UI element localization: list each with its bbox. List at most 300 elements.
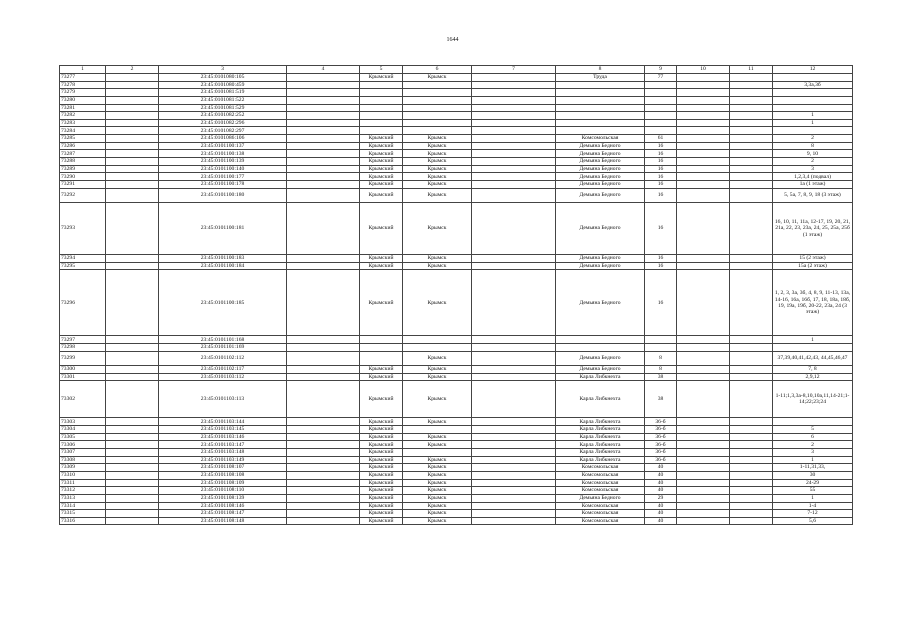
col-10-cell bbox=[677, 142, 730, 150]
city-cell: Крымск bbox=[403, 510, 472, 518]
cadastral-number-cell: 23:45:0101108:146 bbox=[159, 502, 287, 510]
col-4-cell bbox=[287, 142, 360, 150]
street-cell: Труда bbox=[556, 74, 645, 82]
house-number-cell: 36-б bbox=[645, 456, 677, 464]
cadastral-number-cell: 23:45:0101100:139 bbox=[159, 158, 287, 166]
table-row bbox=[60, 381, 853, 418]
house-number-cell bbox=[645, 89, 677, 97]
table-row bbox=[60, 426, 853, 434]
city-cell bbox=[403, 127, 472, 135]
col-4-cell bbox=[287, 74, 360, 82]
cadastral-number-cell: 23:45:0101103:145 bbox=[159, 426, 287, 434]
column-header: 2 bbox=[106, 66, 159, 74]
premises-cell: 30 bbox=[773, 471, 853, 479]
col-4-cell bbox=[287, 464, 360, 472]
col-7-cell bbox=[472, 127, 556, 135]
house-number-cell: 40 bbox=[645, 479, 677, 487]
col-7-cell bbox=[472, 373, 556, 381]
col-2-cell bbox=[106, 142, 159, 150]
col-10-cell bbox=[677, 270, 730, 336]
cadastral-number-cell: 23:45:0101103:112 bbox=[159, 373, 287, 381]
house-number-cell bbox=[645, 127, 677, 135]
col-2-cell bbox=[106, 510, 159, 518]
col-7-cell bbox=[472, 449, 556, 457]
table-row bbox=[60, 81, 853, 89]
city-cell bbox=[403, 112, 472, 120]
page-number: 1644 bbox=[446, 37, 459, 43]
col-11-cell bbox=[730, 81, 773, 89]
cadastral-number-cell: 23:45:0101102:112 bbox=[159, 351, 287, 366]
col-11-cell bbox=[730, 173, 773, 181]
col-7-cell bbox=[472, 135, 556, 143]
col-10-cell bbox=[677, 517, 730, 525]
row-number-cell: 73293 bbox=[60, 203, 106, 255]
district-cell: Крымский bbox=[360, 517, 403, 525]
street-cell: Демьяна Бедного bbox=[556, 203, 645, 255]
col-4-cell bbox=[287, 188, 360, 203]
cadastral-number-cell: 23:45:0101100:177 bbox=[159, 173, 287, 181]
district-cell: Крымский bbox=[360, 255, 403, 263]
col-10-cell bbox=[677, 441, 730, 449]
street-cell bbox=[556, 112, 645, 120]
row-number-cell: 73315 bbox=[60, 510, 106, 518]
street-cell: Демьяна Бедного bbox=[556, 351, 645, 366]
city-cell: Крымск bbox=[403, 494, 472, 502]
row-number-cell: 73279 bbox=[60, 89, 106, 97]
col-4-cell bbox=[287, 479, 360, 487]
cadastral-number-cell: 23:45:0101080:105 bbox=[159, 74, 287, 82]
house-number-cell: 40 bbox=[645, 471, 677, 479]
column-header: 11 bbox=[730, 66, 773, 74]
table-row bbox=[60, 165, 853, 173]
house-number-cell: 36-б bbox=[645, 441, 677, 449]
col-7-cell bbox=[472, 165, 556, 173]
table-row bbox=[60, 142, 853, 150]
city-cell: Крымск bbox=[403, 165, 472, 173]
column-header: 8 bbox=[556, 66, 645, 74]
row-number-cell: 73289 bbox=[60, 165, 106, 173]
premises-cell: 5 bbox=[773, 426, 853, 434]
column-header: 12 bbox=[773, 66, 853, 74]
col-4-cell bbox=[287, 517, 360, 525]
city-cell: Крымск bbox=[403, 142, 472, 150]
col-10-cell bbox=[677, 165, 730, 173]
row-number-cell: 73298 bbox=[60, 344, 106, 352]
column-header: 5 bbox=[360, 66, 403, 74]
city-cell bbox=[403, 81, 472, 89]
table-row bbox=[60, 517, 853, 525]
cadastral-number-cell: 23:45:0101082:296 bbox=[159, 119, 287, 127]
col-11-cell bbox=[730, 433, 773, 441]
col-11-cell bbox=[730, 426, 773, 434]
col-11-cell bbox=[730, 142, 773, 150]
street-cell: Демьяна Бедного bbox=[556, 255, 645, 263]
house-number-cell bbox=[645, 81, 677, 89]
col-2-cell bbox=[106, 344, 159, 352]
col-11-cell bbox=[730, 366, 773, 374]
row-number-cell: 73278 bbox=[60, 81, 106, 89]
city-cell: Крымск bbox=[403, 366, 472, 374]
col-2-cell bbox=[106, 487, 159, 495]
col-7-cell bbox=[472, 517, 556, 525]
premises-cell bbox=[773, 74, 853, 82]
col-4-cell bbox=[287, 255, 360, 263]
district-cell: Крымский bbox=[360, 262, 403, 270]
cadastral-number-cell: 23:45:0101103:144 bbox=[159, 418, 287, 426]
house-number-cell: 16 bbox=[645, 142, 677, 150]
row-number-cell: 73277 bbox=[60, 74, 106, 82]
col-7-cell bbox=[472, 270, 556, 336]
house-number-cell: 40 bbox=[645, 464, 677, 472]
col-10-cell bbox=[677, 255, 730, 263]
street-cell bbox=[556, 81, 645, 89]
cadastral-number-cell: 23:45:0101100:178 bbox=[159, 180, 287, 188]
house-number-cell bbox=[645, 119, 677, 127]
district-cell bbox=[360, 81, 403, 89]
house-number-cell: 8 bbox=[645, 351, 677, 366]
city-cell: Крымск bbox=[403, 441, 472, 449]
cadastral-number-cell: 23:45:0101100:183 bbox=[159, 255, 287, 263]
street-cell: Карла Либкнехта bbox=[556, 381, 645, 418]
city-cell: Крымск bbox=[403, 188, 472, 203]
col-4-cell bbox=[287, 426, 360, 434]
premises-cell: 2 bbox=[773, 158, 853, 166]
row-number-cell: 73280 bbox=[60, 96, 106, 104]
cadastral-number-cell: 23:45:0101103:113 bbox=[159, 381, 287, 418]
col-7-cell bbox=[472, 336, 556, 344]
premises-cell: 1а (1 этаж) bbox=[773, 180, 853, 188]
premises-cell bbox=[773, 89, 853, 97]
col-11-cell bbox=[730, 351, 773, 366]
col-11-cell bbox=[730, 119, 773, 127]
table-row bbox=[60, 464, 853, 472]
street-cell: Комсомольская bbox=[556, 471, 645, 479]
street-cell: Карла Либкнехта bbox=[556, 426, 645, 434]
cadastral-number-cell: 23:45:0101108:110 bbox=[159, 487, 287, 495]
col-2-cell bbox=[106, 262, 159, 270]
col-7-cell bbox=[472, 510, 556, 518]
column-header: 3 bbox=[159, 66, 287, 74]
district-cell: Крымский bbox=[360, 479, 403, 487]
col-7-cell bbox=[472, 381, 556, 418]
cadastral-number-cell: 23:45:0101108:107 bbox=[159, 464, 287, 472]
col-10-cell bbox=[677, 366, 730, 374]
col-10-cell bbox=[677, 510, 730, 518]
city-cell: Крымск bbox=[403, 373, 472, 381]
col-7-cell bbox=[472, 255, 556, 263]
row-number-cell: 73304 bbox=[60, 426, 106, 434]
premises-cell: 6 bbox=[773, 433, 853, 441]
street-cell: Комсомольская bbox=[556, 479, 645, 487]
row-number-cell: 73290 bbox=[60, 173, 106, 181]
city-cell: Крымск bbox=[403, 502, 472, 510]
col-4-cell bbox=[287, 119, 360, 127]
col-2-cell bbox=[106, 135, 159, 143]
premises-cell: 5, 5а, 7, 8, 9, 18 (3 этаж) bbox=[773, 188, 853, 203]
district-cell: Крымский bbox=[360, 494, 403, 502]
house-number-cell: 16 bbox=[645, 150, 677, 158]
col-11-cell bbox=[730, 344, 773, 352]
premises-cell: 2,9,12 bbox=[773, 373, 853, 381]
cadastral-number-cell: 23:45:0101082:297 bbox=[159, 127, 287, 135]
city-cell: Крымск bbox=[403, 471, 472, 479]
col-7-cell bbox=[472, 158, 556, 166]
district-cell: Крымский bbox=[360, 188, 403, 203]
col-7-cell bbox=[472, 487, 556, 495]
district-cell: Крымский bbox=[360, 510, 403, 518]
table-row bbox=[60, 203, 853, 255]
premises-cell: 1-11;1,3,3а-8,10,10а,11,14-21;1-14;22;23;24 bbox=[773, 381, 853, 418]
city-cell: Крымск bbox=[403, 150, 472, 158]
col-4-cell bbox=[287, 433, 360, 441]
street-cell: Карла Либкнехта bbox=[556, 449, 645, 457]
col-10-cell bbox=[677, 74, 730, 82]
col-7-cell bbox=[472, 119, 556, 127]
street-cell: Комсомольская bbox=[556, 487, 645, 495]
col-4-cell bbox=[287, 104, 360, 112]
col-11-cell bbox=[730, 449, 773, 457]
col-10-cell bbox=[677, 173, 730, 181]
col-2-cell bbox=[106, 158, 159, 166]
column-header: 9 bbox=[645, 66, 677, 74]
cadastral-number-cell: 23:45:0101108:147 bbox=[159, 510, 287, 518]
street-cell bbox=[556, 344, 645, 352]
col-11-cell bbox=[730, 180, 773, 188]
table-row bbox=[60, 502, 853, 510]
row-number-cell: 73291 bbox=[60, 180, 106, 188]
col-11-cell bbox=[730, 456, 773, 464]
col-2-cell bbox=[106, 426, 159, 434]
table-row bbox=[60, 127, 853, 135]
register-table bbox=[59, 65, 853, 525]
column-header: 4 bbox=[287, 66, 360, 74]
col-7-cell bbox=[472, 96, 556, 104]
row-number-cell: 73303 bbox=[60, 418, 106, 426]
district-cell: Крымский bbox=[360, 158, 403, 166]
city-cell bbox=[403, 119, 472, 127]
cadastral-number-cell: 23:45:0101108:148 bbox=[159, 517, 287, 525]
column-header: 10 bbox=[677, 66, 730, 74]
street-cell: Комсомольская bbox=[556, 517, 645, 525]
district-cell: Крымский bbox=[360, 165, 403, 173]
col-7-cell bbox=[472, 173, 556, 181]
district-cell: Крымский bbox=[360, 426, 403, 434]
street-cell bbox=[556, 96, 645, 104]
premises-cell: 1 bbox=[773, 494, 853, 502]
street-cell: Демьяна Бедного bbox=[556, 366, 645, 374]
premises-cell: 3,3а,3б bbox=[773, 81, 853, 89]
col-4-cell bbox=[287, 203, 360, 255]
premises-cell: 1 bbox=[773, 456, 853, 464]
street-cell: Демьяна Бедного bbox=[556, 142, 645, 150]
col-10-cell bbox=[677, 89, 730, 97]
col-7-cell bbox=[472, 418, 556, 426]
house-number-cell: 40 bbox=[645, 517, 677, 525]
row-number-cell: 73309 bbox=[60, 464, 106, 472]
col-10-cell bbox=[677, 464, 730, 472]
col-11-cell bbox=[730, 373, 773, 381]
col-4-cell bbox=[287, 112, 360, 120]
house-number-cell: 38 bbox=[645, 373, 677, 381]
col-11-cell bbox=[730, 203, 773, 255]
col-11-cell bbox=[730, 270, 773, 336]
district-cell bbox=[360, 336, 403, 344]
district-cell bbox=[360, 351, 403, 366]
cadastral-number-cell: 23:45:0101102:117 bbox=[159, 366, 287, 374]
table-row bbox=[60, 433, 853, 441]
house-number-cell bbox=[645, 112, 677, 120]
premises-cell: 55 bbox=[773, 487, 853, 495]
street-cell bbox=[556, 127, 645, 135]
street-cell: Демьяна Бедного bbox=[556, 180, 645, 188]
row-number-cell: 73302 bbox=[60, 381, 106, 418]
row-number-cell: 73299 bbox=[60, 351, 106, 366]
col-10-cell bbox=[677, 471, 730, 479]
premises-cell: 15а (2 этаж) bbox=[773, 262, 853, 270]
house-number-cell: 36-б bbox=[645, 426, 677, 434]
table-row bbox=[60, 479, 853, 487]
col-7-cell bbox=[472, 112, 556, 120]
col-11-cell bbox=[730, 262, 773, 270]
table-row bbox=[60, 96, 853, 104]
table-row bbox=[60, 418, 853, 426]
row-number-cell: 73313 bbox=[60, 494, 106, 502]
district-cell: Крымский bbox=[360, 74, 403, 82]
house-number-cell: 16 bbox=[645, 255, 677, 263]
col-11-cell bbox=[730, 494, 773, 502]
district-cell bbox=[360, 112, 403, 120]
house-number-cell: 16 bbox=[645, 262, 677, 270]
cadastral-number-cell: 23:45:0101100:140 bbox=[159, 165, 287, 173]
col-4-cell bbox=[287, 502, 360, 510]
cadastral-number-cell: 23:45:0101100:137 bbox=[159, 142, 287, 150]
col-7-cell bbox=[472, 81, 556, 89]
col-7-cell bbox=[472, 494, 556, 502]
col-10-cell bbox=[677, 418, 730, 426]
col-10-cell bbox=[677, 344, 730, 352]
col-2-cell bbox=[106, 366, 159, 374]
city-cell bbox=[403, 104, 472, 112]
header-row bbox=[60, 66, 853, 74]
table-row bbox=[60, 270, 853, 336]
premises-cell: 1 bbox=[773, 119, 853, 127]
cadastral-number-cell: 23:45:0101100:138 bbox=[159, 150, 287, 158]
row-number-cell: 73296 bbox=[60, 270, 106, 336]
col-4-cell bbox=[287, 366, 360, 374]
col-4-cell bbox=[287, 158, 360, 166]
house-number-cell: 38 bbox=[645, 381, 677, 418]
row-number-cell: 73306 bbox=[60, 441, 106, 449]
cadastral-number-cell: 23:45:0101100:184 bbox=[159, 262, 287, 270]
col-10-cell bbox=[677, 104, 730, 112]
city-cell: Крымск bbox=[403, 517, 472, 525]
col-7-cell bbox=[472, 471, 556, 479]
col-2-cell bbox=[106, 89, 159, 97]
street-cell: Демьяна Бедного bbox=[556, 188, 645, 203]
col-7-cell bbox=[472, 203, 556, 255]
col-11-cell bbox=[730, 510, 773, 518]
cadastral-number-cell: 23:45:0101103:147 bbox=[159, 441, 287, 449]
house-number-cell: 16 bbox=[645, 270, 677, 336]
col-11-cell bbox=[730, 502, 773, 510]
col-2-cell bbox=[106, 433, 159, 441]
col-7-cell bbox=[472, 180, 556, 188]
house-number-cell: 77 bbox=[645, 74, 677, 82]
city-cell: Крымск bbox=[403, 464, 472, 472]
col-11-cell bbox=[730, 135, 773, 143]
col-10-cell bbox=[677, 119, 730, 127]
street-cell: Карла Либкнехта bbox=[556, 456, 645, 464]
house-number-cell: 16 bbox=[645, 188, 677, 203]
street-cell: Комсомольская bbox=[556, 502, 645, 510]
table-row bbox=[60, 441, 853, 449]
cadastral-number-cell: 23:45:0101086:106 bbox=[159, 135, 287, 143]
table-row bbox=[60, 89, 853, 97]
col-4-cell bbox=[287, 510, 360, 518]
street-cell bbox=[556, 104, 645, 112]
district-cell: Крымский bbox=[360, 180, 403, 188]
col-2-cell bbox=[106, 351, 159, 366]
premises-cell: 3 bbox=[773, 449, 853, 457]
district-cell bbox=[360, 104, 403, 112]
city-cell bbox=[403, 96, 472, 104]
col-7-cell bbox=[472, 89, 556, 97]
premises-cell bbox=[773, 96, 853, 104]
col-4-cell bbox=[287, 418, 360, 426]
district-cell: Крымский bbox=[360, 173, 403, 181]
col-7-cell bbox=[472, 142, 556, 150]
city-cell: Крымск bbox=[403, 135, 472, 143]
col-11-cell bbox=[730, 188, 773, 203]
house-number-cell: 40 bbox=[645, 502, 677, 510]
table-row bbox=[60, 510, 853, 518]
col-11-cell bbox=[730, 255, 773, 263]
col-4-cell bbox=[287, 135, 360, 143]
table-row bbox=[60, 74, 853, 82]
col-4-cell bbox=[287, 96, 360, 104]
table-row bbox=[60, 104, 853, 112]
col-10-cell bbox=[677, 494, 730, 502]
house-number-cell: 36-б bbox=[645, 449, 677, 457]
col-4-cell bbox=[287, 494, 360, 502]
premises-cell: 1 bbox=[773, 112, 853, 120]
row-number-cell: 73311 bbox=[60, 479, 106, 487]
col-2-cell bbox=[106, 449, 159, 457]
col-2-cell bbox=[106, 203, 159, 255]
city-cell: Крымск bbox=[403, 479, 472, 487]
cadastral-number-cell: 23:45:0101100:180 bbox=[159, 188, 287, 203]
district-cell: Крымский bbox=[360, 487, 403, 495]
col-7-cell bbox=[472, 150, 556, 158]
district-cell: Крымский bbox=[360, 373, 403, 381]
col-7-cell bbox=[472, 464, 556, 472]
premises-cell: 16, 10, 11, 11а, 12-17, 19, 20, 21, 21а, 22, 23, 23а, 24, 25, 25а, 25б (1 этаж) bbox=[773, 203, 853, 255]
col-10-cell bbox=[677, 456, 730, 464]
city-cell: Крымск bbox=[403, 74, 472, 82]
col-11-cell bbox=[730, 487, 773, 495]
city-cell: Крымск bbox=[403, 255, 472, 263]
column-header: 6 bbox=[403, 66, 472, 74]
city-cell bbox=[403, 426, 472, 434]
house-number-cell: 40 bbox=[645, 487, 677, 495]
street-cell: Карла Либкнехта bbox=[556, 418, 645, 426]
col-7-cell bbox=[472, 433, 556, 441]
col-10-cell bbox=[677, 127, 730, 135]
col-11-cell bbox=[730, 479, 773, 487]
col-2-cell bbox=[106, 188, 159, 203]
premises-cell: 24-29 bbox=[773, 479, 853, 487]
premises-cell: 1-11,31,33, bbox=[773, 464, 853, 472]
